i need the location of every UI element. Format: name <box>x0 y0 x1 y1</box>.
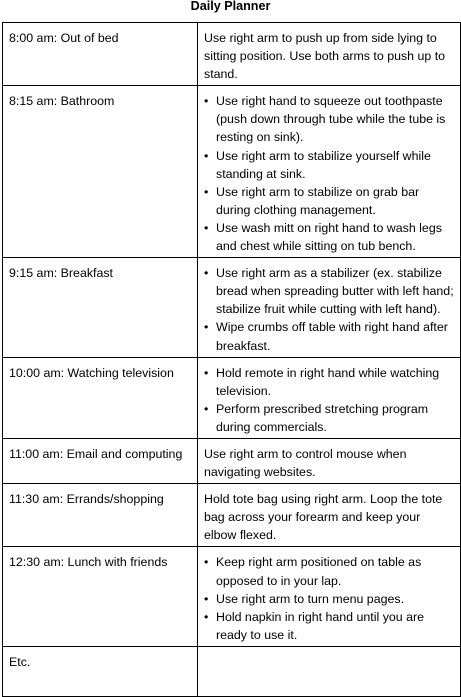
time-cell: 8:15 am: Bathroom <box>3 86 198 258</box>
time-cell: 11:00 am: Email and computing <box>3 438 198 483</box>
list-item: • Use right arm to turn menu pages. <box>204 590 456 608</box>
list-item: • Keep right arm positioned on table as opposed to in your lap. <box>204 553 456 589</box>
time-cell: 8:00 am: Out of bed <box>3 23 198 86</box>
time-cell: 12:30 am: Lunch with friends <box>3 547 198 646</box>
activity-cell: Use right arm to control mouse when navigating websites. <box>198 438 461 483</box>
table-row <box>3 258 461 357</box>
table-row <box>3 23 461 86</box>
time-cell: Etc. <box>3 646 198 696</box>
table-row <box>3 484 461 547</box>
table-row <box>3 547 461 646</box>
time-cell: 10:00 am: Watching television <box>3 357 198 438</box>
list-item: • Perform prescribed stretching program during commercials. <box>204 400 456 436</box>
list-item: • Use wash mitt on right hand to wash legs and chest while sitting on tub bench. <box>204 219 456 255</box>
list-item: • Use right arm as a stabilizer (ex. stabilize bread when spreading butter with left hand; stabilize fruit while cutting with left hand). <box>204 264 456 318</box>
planner-table <box>2 22 461 697</box>
activity-cell: Hold tote bag using right arm. Loop the tote bag across your forearm and keep your elbow flexed. <box>198 484 461 547</box>
time-cell: 9:15 am: Breakfast <box>3 258 198 357</box>
list-item: • Wipe crumbs off table with right hand after breakfast. <box>204 318 456 354</box>
activity-cell <box>198 86 461 258</box>
table-row <box>3 357 461 438</box>
table-row <box>3 438 461 483</box>
list-item: • Use right arm to stabilize on grab bar during clothing management. <box>204 183 456 219</box>
page-title: Daily Planner <box>190 0 271 13</box>
list-item: • Hold remote in right hand while watching television. <box>204 364 456 400</box>
activity-cell <box>198 547 461 646</box>
table-row <box>3 86 461 258</box>
activity-cell: Use right arm to push up from side lying to sitting position. Use both arms to push up to stand. <box>198 23 461 86</box>
table-row <box>3 646 461 696</box>
activity-cell <box>198 646 461 696</box>
list-item: • Use right arm to stabilize yourself while standing at sink. <box>204 147 456 183</box>
time-cell: 11:30 am: Errands/shopping <box>3 484 198 547</box>
list-item: • Use right hand to squeeze out toothpaste (push down through tube while the tube is resting on sink). <box>204 92 456 146</box>
activity-cell <box>198 258 461 357</box>
activity-cell <box>198 357 461 438</box>
list-item: • Hold napkin in right hand until you are ready to use it. <box>204 608 456 644</box>
